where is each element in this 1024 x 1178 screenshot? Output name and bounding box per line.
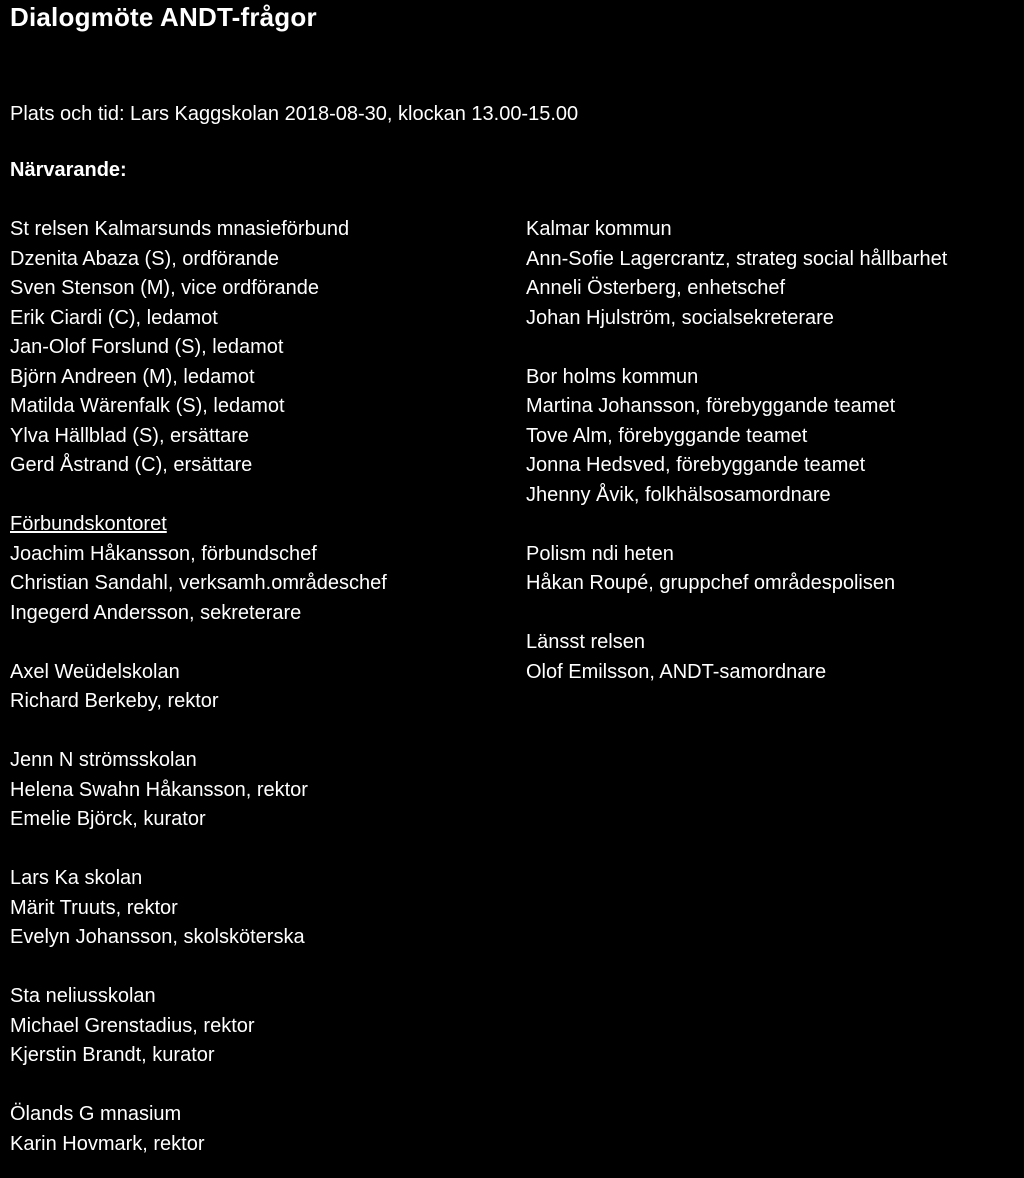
right-attendee-column (526, 215, 947, 687)
attendee: Dzenita Abaza (S), ordförande (10, 247, 280, 270)
attendee: Märit Truuts, rektor (10, 896, 178, 919)
attendee: Michael Grenstadius, rektor (10, 1014, 255, 1037)
group-header: Kalmar kommun (526, 218, 672, 240)
attendee: Joachim Håkansson, förbundschef (10, 542, 317, 565)
place-and-time: Plats och tid: Lars Kaggskolan 2018-08-30, klockan 13.00-15.00 (10, 103, 579, 125)
group-header: Bor holms kommun (526, 365, 699, 388)
group-header: Lars Ka skolan (10, 867, 143, 889)
attendee: Håkan Roupé, gruppchef områdespolisen (526, 572, 896, 594)
attendee: Ylva Hällblad (S), ersättare (10, 424, 249, 447)
attendee: Helena Swahn Håkansson, rektor (10, 778, 308, 801)
attendee: Anneli Österberg, enhetschef (526, 277, 786, 299)
attendee: Evelyn Johansson, skolsköterska (10, 926, 305, 948)
attendee: Ann-Sofie Lagercrantz, strateg social hållbarhet (526, 247, 948, 270)
attendee: Erik Ciardi (C), ledamot (10, 306, 218, 329)
attendee: Kjerstin Brandt, kurator (10, 1044, 215, 1066)
attendee: Jan-Olof Forslund (S), ledamot (10, 336, 284, 358)
attendee: Karin Hovmark, rektor (10, 1132, 205, 1155)
document-title: Dialogmöte ANDT-frågor (10, 2, 317, 32)
attendee: Tove Alm, förebyggande teamet (526, 424, 808, 447)
group-header: Polism ndi heten (526, 542, 674, 565)
attendee: Martina Johansson, förebyggande teamet (526, 395, 896, 417)
attendee: Matilda Wärenfalk (S), ledamot (10, 395, 285, 417)
attendee: Björn Andreen (M), ledamot (10, 365, 255, 388)
left-attendee-column (10, 215, 387, 1159)
group-header: St relsen Kalmarsunds mnasieförbund (10, 218, 350, 240)
attendee: Sven Stenson (M), vice ordförande (10, 277, 320, 299)
attendee: Johan Hjulström, socialsekreterare (526, 306, 834, 329)
group-header: Länsst relsen (526, 631, 645, 653)
attendee: Christian Sandahl, verksamh.områdeschef (10, 572, 387, 594)
group-header: Ölands G mnasium (10, 1103, 182, 1125)
attendee: Jhenny Åvik, folkhälsosamordnare (526, 483, 831, 506)
attendee: Richard Berkeby, rektor (10, 690, 219, 712)
attendee: Gerd Åstrand (C), ersättare (10, 454, 253, 476)
group-header: Förbundskontoret (10, 513, 167, 535)
group-header: Jenn N strömsskolan (10, 749, 197, 771)
group-header: Sta neliusskolan (10, 985, 156, 1007)
group-header: Axel Weüdelskolan (10, 660, 180, 683)
present-label: Närvarande: (10, 159, 127, 181)
attendee: Emelie Björck, kurator (10, 808, 206, 830)
attendee: Ingegerd Andersson, sekreterare (10, 601, 302, 624)
attendee: Olof Emilsson, ANDT-samordnare (526, 660, 827, 683)
attendee: Jonna Hedsved, förebyggande teamet (526, 454, 866, 476)
